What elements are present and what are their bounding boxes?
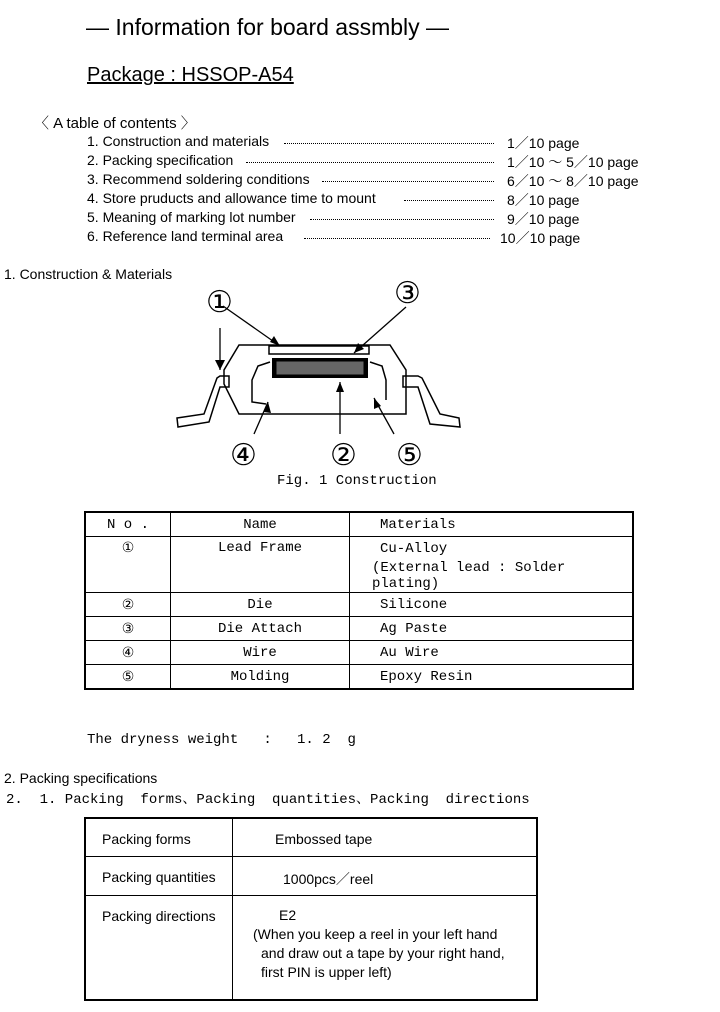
construction-diagram <box>160 274 480 494</box>
pointer-line <box>254 402 268 434</box>
packing-directions-note: (When you keep a reel in your left hand <box>253 925 498 942</box>
row-no: ③ <box>85 617 171 641</box>
callout-5: ⑤ <box>396 438 423 473</box>
row-no: ② <box>85 593 171 617</box>
table-row <box>85 856 537 895</box>
packing-quantities-value: 1000pcs／reel <box>233 856 538 895</box>
right-lead-outline <box>403 376 460 427</box>
table-row <box>85 617 633 641</box>
toc-item-page: 10／10 page <box>500 230 581 246</box>
toc-item-label: 6. Reference land terminal area <box>87 228 284 244</box>
document-title: — Information for board assmbly — <box>86 14 450 40</box>
callout-3: ③ <box>394 276 421 311</box>
callout-1: ① <box>206 285 233 320</box>
toc-leader <box>304 238 490 239</box>
packing-table <box>84 817 538 1001</box>
toc-item-label: 3. Recommend soldering conditions <box>87 171 310 187</box>
toc-item-page: 6／10 ～ 8／10 page <box>507 173 639 189</box>
table-row <box>85 665 633 690</box>
section1-heading: 1. Construction & Materials <box>4 266 173 282</box>
table-row <box>85 818 537 856</box>
section2-subheading: 2. 1. Packing forms、Packing quantities、Packing directions <box>6 792 530 808</box>
row-material-note: (External lead : Solder plating) <box>350 560 634 593</box>
packing-directions-value: E2 <box>279 906 297 923</box>
table-row <box>85 537 633 561</box>
materials-table <box>84 511 634 690</box>
table-header-row <box>85 512 633 537</box>
table-row <box>85 895 537 1000</box>
toc-item-label: 5. Meaning of marking lot number <box>87 209 296 225</box>
arrow-head <box>374 398 381 409</box>
toc-item-label: 4. Store pruducts and allowance time to mount <box>87 190 376 206</box>
arrow-head <box>336 382 344 392</box>
toc-item-page: 1／10 ～ 5／10 page <box>507 154 639 170</box>
left-lead-outline <box>177 376 229 427</box>
toc-leader <box>284 143 494 144</box>
toc-item-page: 1／10 page <box>507 135 580 151</box>
packing-quantities-label: Packing quantities <box>85 856 233 895</box>
toc-leader <box>246 162 494 163</box>
row-no: ⑤ <box>85 665 171 690</box>
toc-item-page: 8／10 page <box>507 192 580 208</box>
callout-4: ④ <box>230 438 257 473</box>
header-name: Name <box>171 512 350 537</box>
row-material: Cu-Alloy <box>350 537 634 561</box>
header-no: N o . <box>85 512 171 537</box>
packing-forms-value: Embossed tape <box>233 818 538 856</box>
row-name: Molding <box>171 665 350 690</box>
row-material: Epoxy Resin <box>350 665 634 690</box>
toc-item-label: 1. Construction and materials <box>87 133 270 149</box>
row-material: Silicone <box>350 593 634 617</box>
pointer-line <box>354 307 406 353</box>
toc-item-page: 9／10 page <box>507 211 580 227</box>
toc-leader <box>310 219 494 220</box>
toc-leader <box>404 200 494 201</box>
arrow-head <box>215 360 225 370</box>
die-attach-fill <box>276 361 364 375</box>
table-row <box>85 593 633 617</box>
packing-directions-cell <box>233 895 538 1000</box>
table-row <box>85 641 633 665</box>
toc-leader <box>322 181 494 182</box>
row-name: Die Attach <box>171 617 350 641</box>
row-no: ① <box>85 537 171 593</box>
row-name: Die <box>171 593 350 617</box>
package-name: Package : HSSOP-A54 <box>87 64 294 86</box>
toc-heading: 〈 A table of contents 〉 <box>34 115 196 132</box>
bond-wire-right <box>370 362 386 400</box>
row-material: Ag Paste <box>350 617 634 641</box>
packing-directions-note: and draw out a tape by your right hand, <box>261 944 505 961</box>
packing-directions-note: first PIN is upper left) <box>261 963 392 980</box>
dryness-weight: The dryness weight : 1. 2 g <box>87 732 356 748</box>
row-material: Au Wire <box>350 641 634 665</box>
bond-wire-left <box>252 362 270 404</box>
row-name: Wire <box>171 641 350 665</box>
callout-2: ② <box>330 438 357 473</box>
packing-forms-label: Packing forms <box>85 818 233 856</box>
header-materials: Materials <box>350 512 634 537</box>
packing-directions-label: Packing directions <box>85 895 233 1000</box>
row-name: Lead Frame <box>171 537 350 593</box>
toc-item-label: 2. Packing specification <box>87 152 234 168</box>
figure-caption: Fig. 1 Construction <box>277 473 437 489</box>
section2-heading: 2. Packing specifications <box>4 770 158 786</box>
row-no: ④ <box>85 641 171 665</box>
